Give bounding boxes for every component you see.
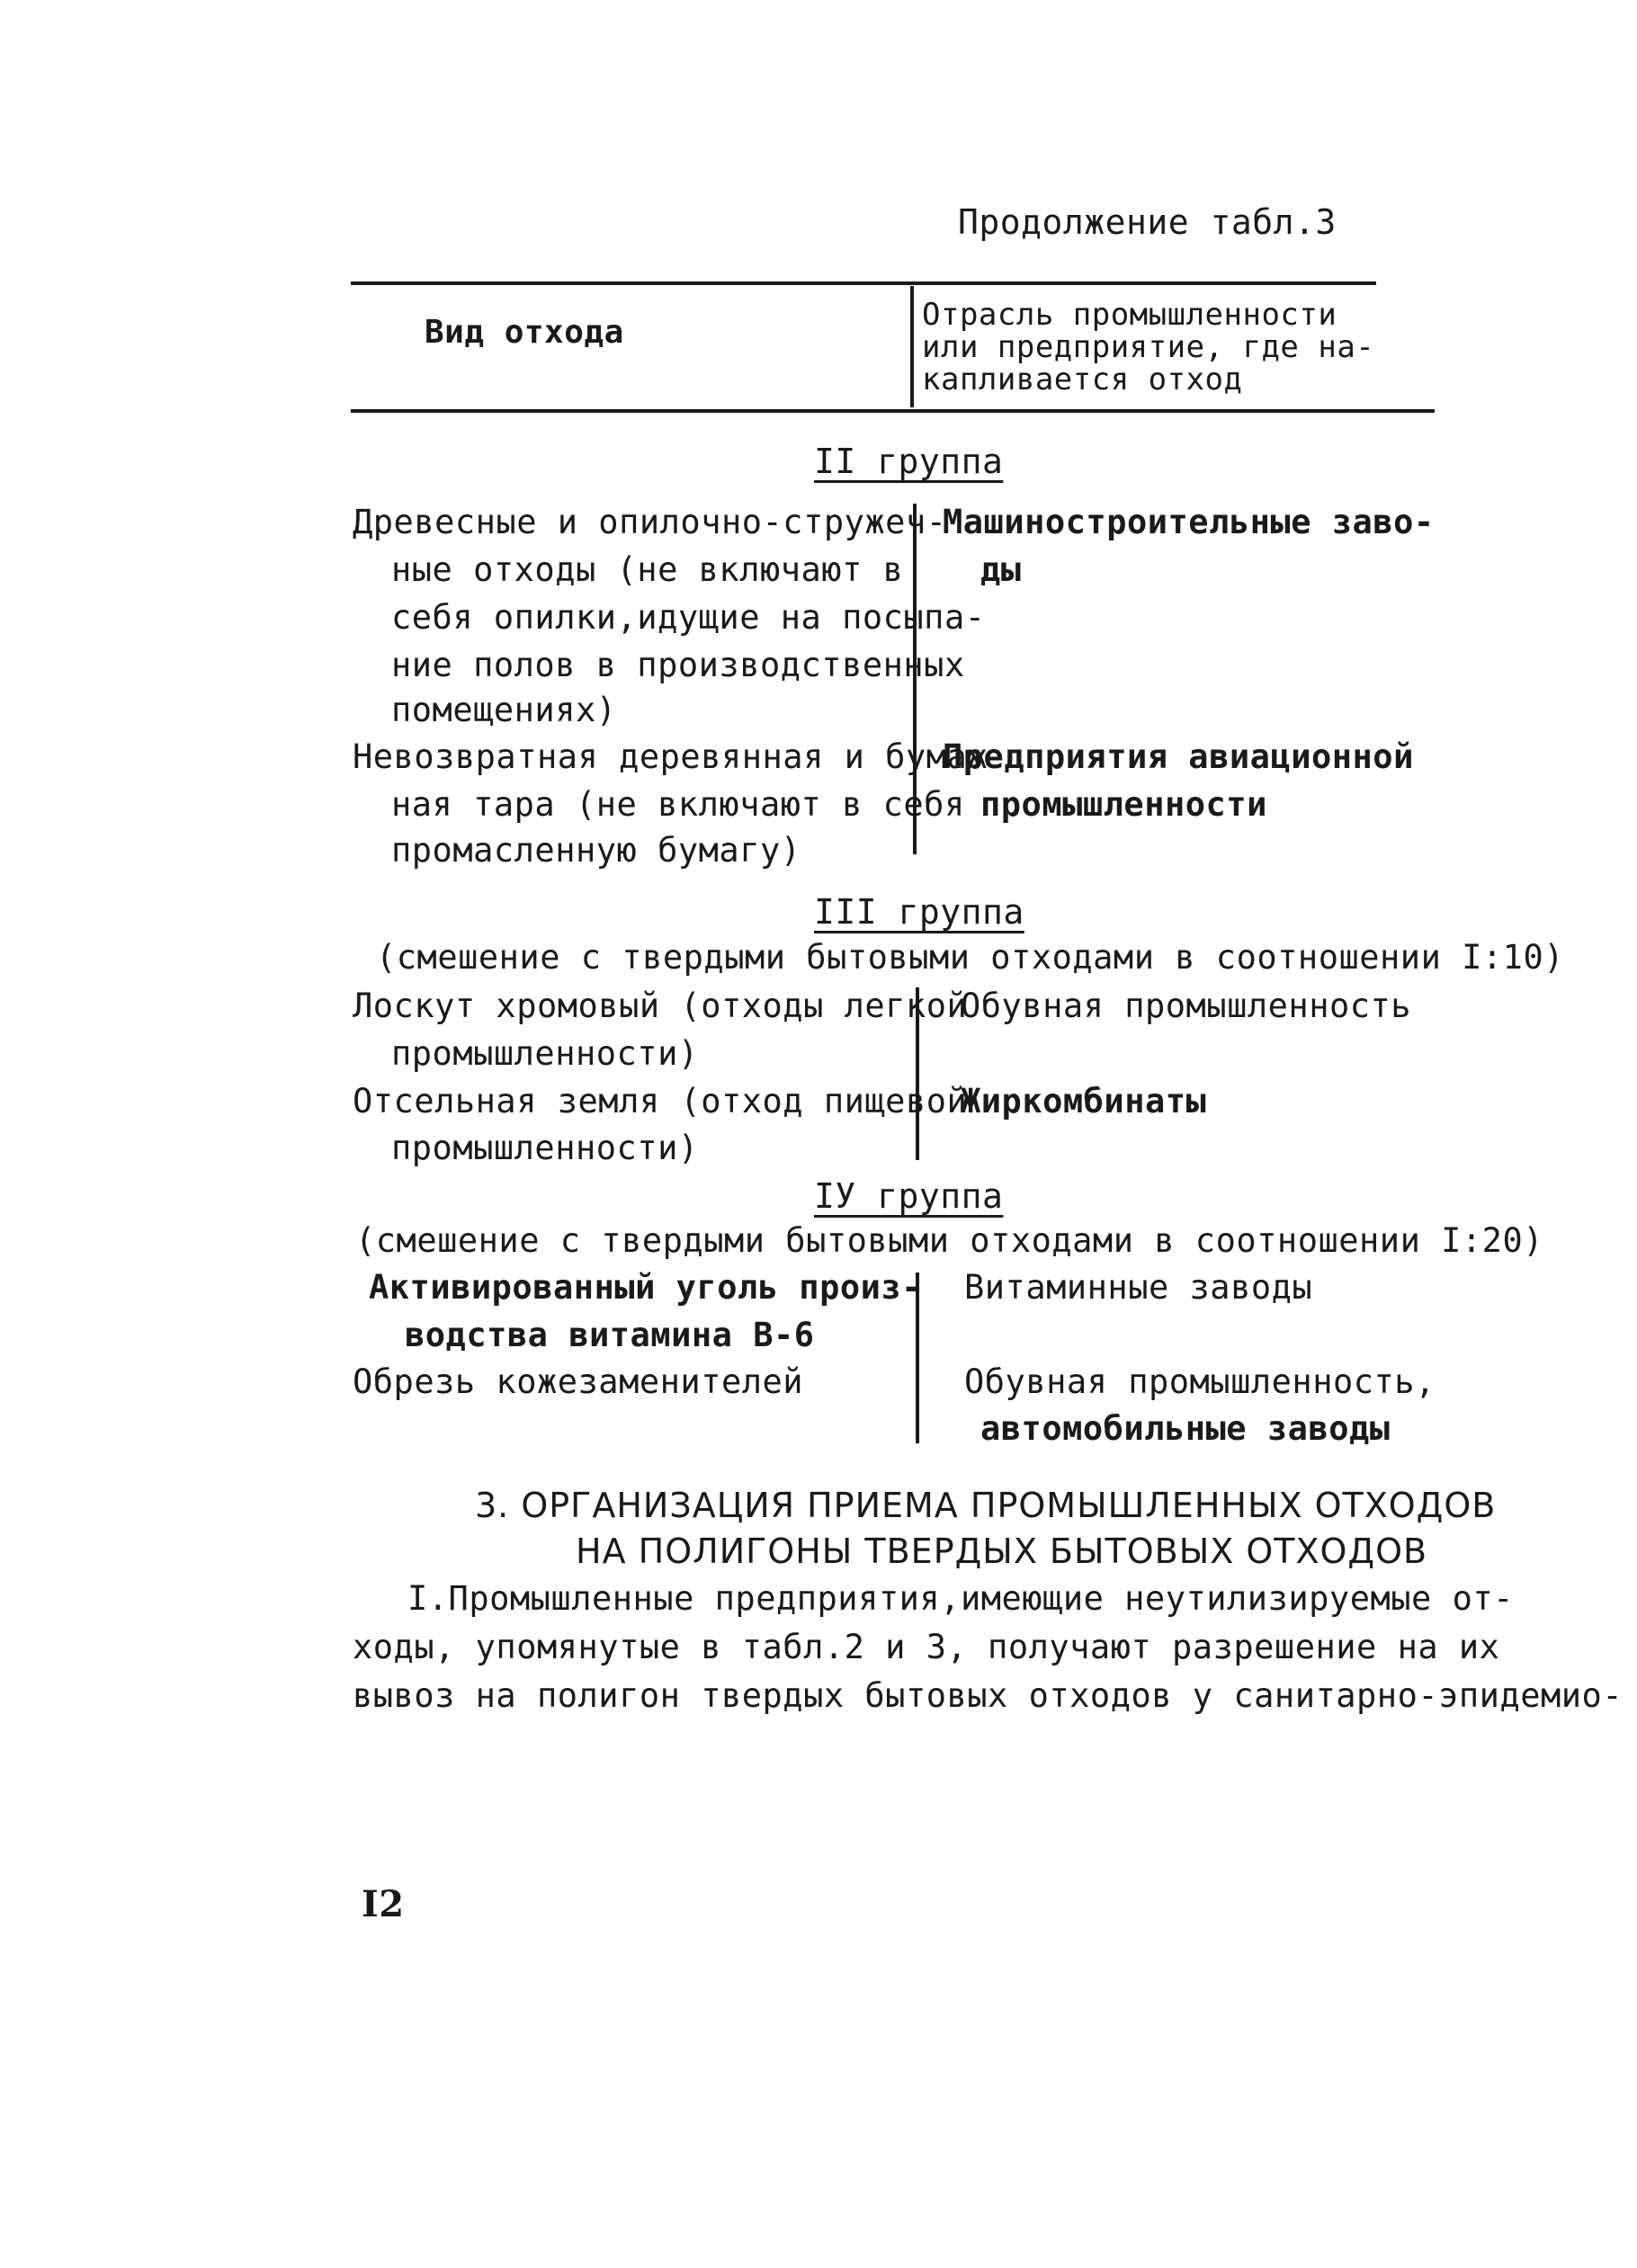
group-4-row-1-left-line-1: Активированный уголь произ-	[369, 1268, 922, 1307]
section-heading-line-2: НА ПОЛИГОНЫ ТВЕРДЫХ БЫТОВЫХ ОТХОДОВ	[576, 1531, 1428, 1571]
group-3-row-1-left-line-2: промышленности)	[391, 1034, 699, 1073]
group-4-row-2-right-line-2: автомобильные заводы	[980, 1409, 1391, 1448]
group-2-row-2-left-line-3: промасленную бумагу)	[391, 831, 801, 870]
group-3-row-1-right-line-1: Обувная промышленность	[961, 987, 1412, 1025]
column-header-industry-line-2: или предприятие, где на-	[922, 329, 1375, 365]
group-4-row-1-right-line-1: Витаминные заводы	[964, 1268, 1313, 1307]
column-header-industry-line-3: капливается отход	[922, 362, 1243, 397]
section-heading-line-1: 3. ОРГАНИЗАЦИЯ ПРИЕМА ПРОМЫШЛЕННЫХ ОТХОДОВ	[475, 1486, 1497, 1525]
group-2-row-1-left-line-2: ные отходы (не включают в	[391, 550, 904, 589]
group-3-title: III группа	[814, 892, 1024, 932]
group-2-row-1-left-line-1: Древесные и опилочно-стружеч-	[353, 503, 947, 541]
column-header-industry-line-1: Отрасль промышленности	[922, 297, 1337, 333]
group-3-row-2-left-line-1: Отсельная земля (отход пищевой	[353, 1082, 968, 1121]
group-3-subtitle: (смешение с твердыми бытовыми отходами в соотношении I:10)	[376, 938, 1565, 977]
group-3-row-2-right-line-1: Жиркомбинаты	[961, 1082, 1207, 1121]
group-2-row-2-right-line-2: промышленности	[980, 785, 1267, 824]
table-header-divider	[910, 286, 914, 407]
group-2-title: II группа	[814, 442, 1004, 481]
group-4-row-1-left-line-2: водства витамина В-6	[405, 1316, 815, 1354]
group-4-row-2-left-line-1: Обрезь кожезаменителей	[353, 1362, 804, 1401]
paragraph-line-3: вывоз на полигон твердых бытовых отходов у санитарно-эпидемио-	[353, 1676, 1624, 1715]
group-2-row-1-right-line-2: ды	[980, 550, 1022, 589]
table-top-rule	[351, 281, 1376, 285]
group-2-row-1-right-line-1: Машиностроительные заво-	[943, 503, 1435, 541]
group-4-subtitle: (смешение с твердыми бытовыми отходами в соотношении I:20)	[355, 1221, 1544, 1260]
paragraph-line-2: ходы, упомянутые в табл.2 и 3, получают разрешение на их	[353, 1628, 1500, 1666]
group-4-title: IУ группа	[814, 1176, 1004, 1216]
group-2-row-2-left-line-2: ная тара (не включают в себя	[391, 785, 965, 824]
group-2-row-1-left-line-4: ние полов в производственных	[391, 646, 965, 684]
group-2-row-1-left-line-5: помещениях)	[391, 691, 617, 729]
group-2-row-1-left-line-3: себя опилки,идущие на посыпа-	[391, 598, 986, 637]
group-4-row-2-right-line-1: Обувная промышленность,	[964, 1362, 1436, 1401]
group-2-row-2-right-line-1: Предприятия авиационной	[943, 737, 1414, 776]
group-3-row-2-left-line-2: промышленности)	[391, 1129, 699, 1167]
column-header-waste-type: Вид отхода	[425, 314, 624, 351]
table-continuation-caption: Продолжение табл.3	[958, 202, 1337, 242]
table-header-bottom-rule	[351, 409, 1435, 413]
paragraph-line-1: I.Промышленные предприятия,имеющие неутилизируемые от-	[407, 1579, 1514, 1618]
page-number: I2	[362, 1883, 405, 1925]
group-2-row-2-left-line-1: Невозвратная деревянная и бумаж-	[353, 737, 1008, 776]
group-3-row-1-left-line-1: Лоскут хромовый (отходы легкой	[353, 987, 968, 1025]
